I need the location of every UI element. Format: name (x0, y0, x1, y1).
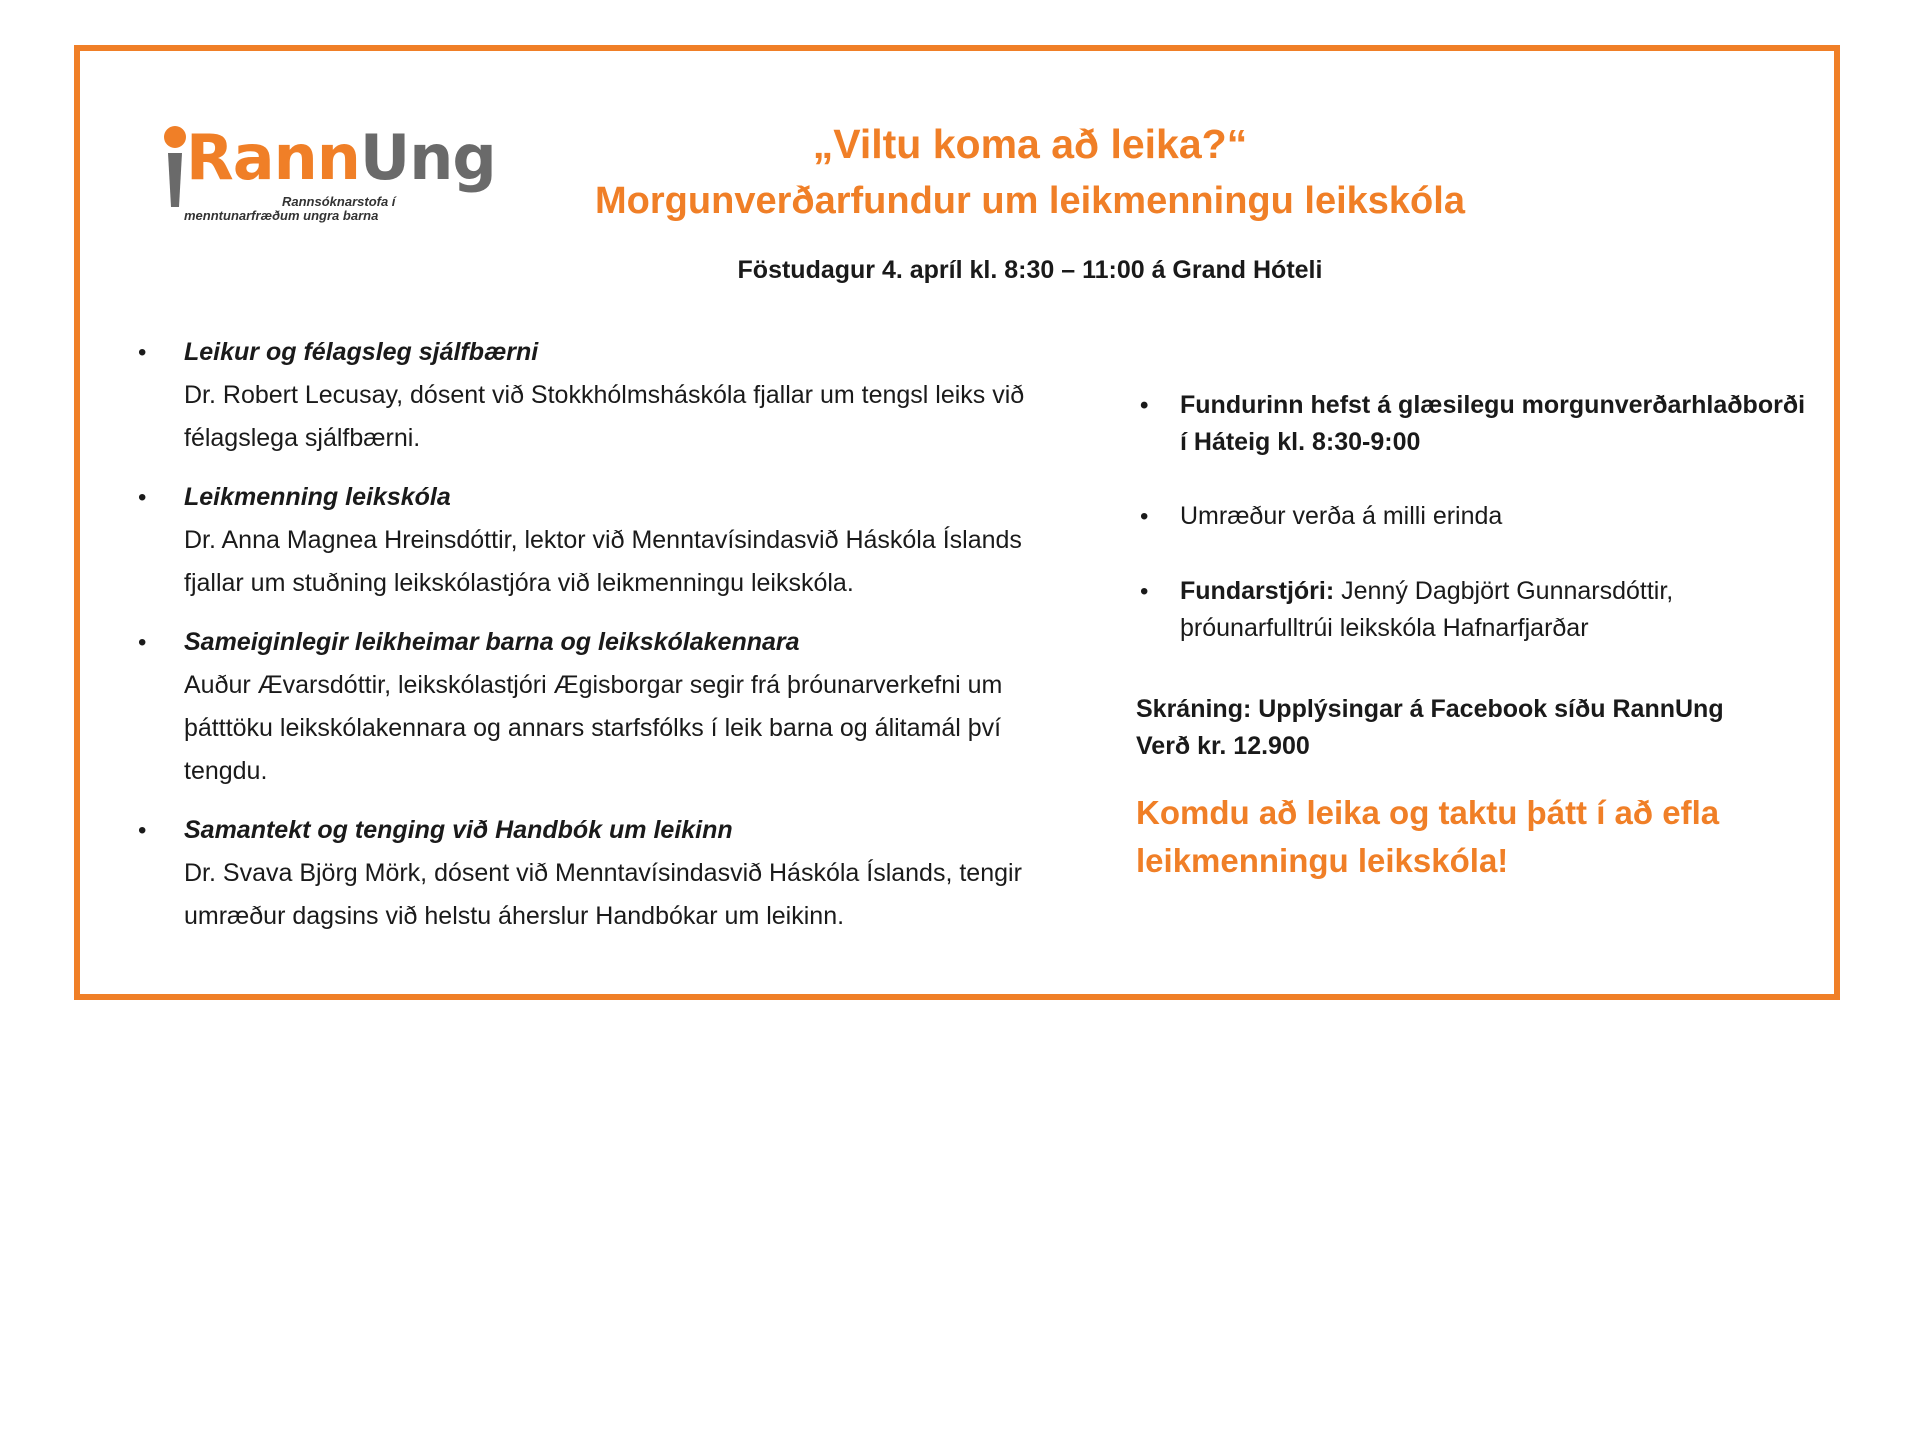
program-item-title: Samantekt og tenging við Handbók um leikinn (184, 816, 733, 844)
program-item (110, 476, 1070, 605)
info-discussion-text: Umræður verða á milli erinda (1180, 502, 1503, 530)
bullet-icon: • (138, 339, 147, 366)
program-list (110, 331, 1070, 954)
logo-word-ung: Ung (359, 121, 496, 194)
program-item (110, 809, 1070, 938)
bullet-icon: • (1140, 503, 1149, 530)
call-to-action: Komdu að leika og taktu þátt í að efla leikmenningu leikskóla! (1136, 794, 1720, 879)
rannung-logo (160, 121, 496, 233)
logo-word-rann: Rann (186, 121, 360, 194)
logo-tagline (184, 195, 484, 223)
info-item-discussion (1136, 498, 1816, 535)
program-item (110, 331, 1070, 460)
program-item-title: Leikmenning leikskóla (184, 483, 451, 511)
program-item-description: Dr. Anna Magnea Hreinsdóttir, lektor við Menntavísindasvið Háskóla Íslands fjallar um stuðning leikskólastjóra við leikmenningu leikskóla. (184, 526, 1022, 597)
bullet-icon: • (138, 817, 147, 844)
registration-line: Skráning: Upplýsingar á Facebook síðu RannUng (1136, 695, 1724, 723)
program-item-description: Dr. Robert Lecusay, dósent við Stokkhólmsháskóla fjallar um tengsl leiks við félagslega sjálfbærni. (184, 381, 1025, 452)
event-subtitle: Morgunverðarfundur um leikmenningu leikskóla (595, 180, 1465, 222)
event-flyer (74, 45, 1840, 1000)
info-chair-value: Jenný Dagbjört Gunnarsdóttir, þróunarfulltrúi leikskóla Hafnarfjarðar (1180, 577, 1674, 642)
price-line: Verð kr. 12.900 (1136, 732, 1310, 760)
event-dateline: Föstudagur 4. apríl kl. 8:30 – 11:00 á Grand Hóteli (737, 256, 1323, 284)
registration-block (1136, 691, 1816, 765)
logo-tagline-line1: Rannsóknarstofa í (282, 194, 396, 209)
info-chair-label: Fundarstjóri: (1180, 577, 1335, 605)
program-item-description: Dr. Svava Björg Mörk, dósent við Menntavísindasvið Háskóla Íslands, tengir umræður dagsins við helstu áherslur Handbókar um leikinn. (184, 859, 1022, 930)
info-list (1136, 387, 1816, 647)
bullet-icon: • (138, 629, 147, 656)
logo-tagline-line2: menntunarfræðum ungra barna (184, 208, 379, 223)
logo-wordmark (186, 121, 496, 194)
bullet-icon: • (1140, 578, 1149, 605)
event-title: „Viltu koma að leika?“ (812, 121, 1248, 167)
info-item-chair (1136, 573, 1816, 647)
info-item-breakfast (1136, 387, 1816, 461)
program-item-title: Sameiginlegir leikheimar barna og leikskólakennara (184, 628, 800, 656)
program-item-description: Auður Ævarsdóttir, leikskólastjóri Ægisborgar segir frá þróunarverkefni um þátttöku leikskólakennara og annars starfsfólks í leik barna og álitamál því tengdu. (184, 671, 1003, 785)
bullet-icon: • (138, 484, 147, 511)
program-item (110, 621, 1070, 793)
program-item-title: Leikur og félagsleg sjálfbærni (184, 338, 539, 366)
info-breakfast-text: Fundurinn hefst á glæsilegu morgunverðarhlaðborði í Háteig kl. 8:30-9:00 (1180, 391, 1806, 456)
bullet-icon: • (1140, 392, 1149, 419)
